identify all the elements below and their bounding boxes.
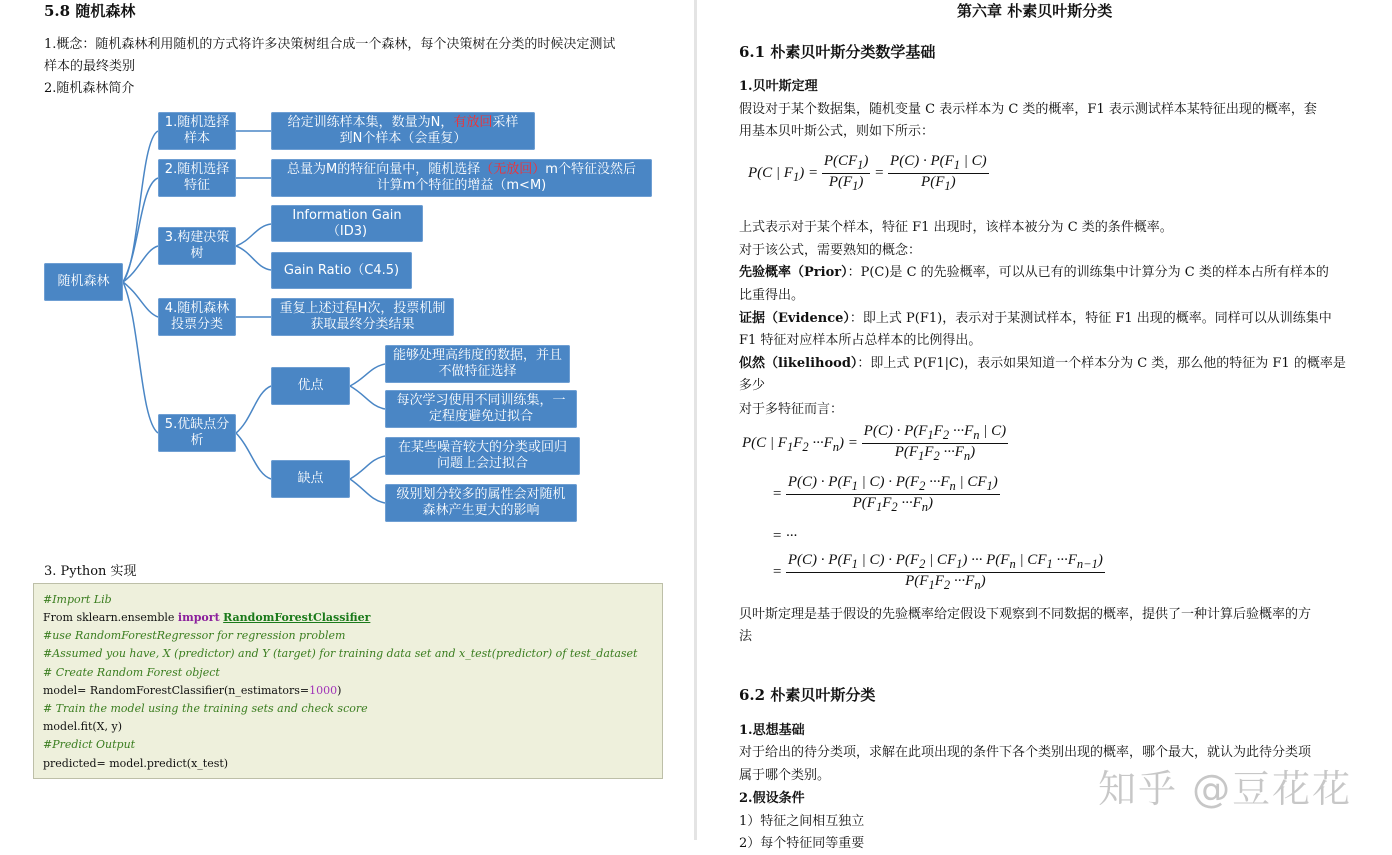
code-line-6-end: ): [337, 684, 342, 697]
bayes-formula: P(C | $F_1$) = $\frac{P(CF_1)}{P(F_1)}$ = $\frac{P(C) \cdot P(F_1 | C)}{P(F_1)}$: [748, 153, 987, 193]
likelihood-label: 似然（likelihood）: [739, 356, 858, 371]
detail-2-text-b: m个特征没然后 计算m个特征的增益（m<M): [376, 162, 636, 193]
multi-formula-line-2: = $\frac{P(C) \cdot P(F_1 | C) \cdot P(F_2 \cdot\cdot\cdot F_n | CF_1)}{P(F_1F_2 \cdot\cdot\cdot F_n)}$: [772, 474, 998, 514]
detail-2-highlight: （无放回）: [480, 162, 546, 177]
evidence-text: ：即上式 P(F1)，表示对于某测试样本，特征 F1 出现的概率。同样可以从训练集中: [849, 311, 1332, 326]
likelihood-line-1: [739, 352, 1354, 375]
detail-1-text-b: 采样 到N个样本（会重复）: [339, 115, 519, 146]
likelihood-text: ：即上式 P(F1|C)，表示如果知道一个样本分为 C 类，那么他的特征为 F1 的概率是: [857, 356, 1346, 371]
mindmap-detail-4: 重复上述过程H次，投票机制 获取最终分类结果: [271, 298, 454, 336]
detail-1-text-a: 给定训练样本集，数量为N，: [287, 115, 454, 130]
evidence-line-1: [739, 307, 1354, 330]
detail-1-highlight: 有放回: [453, 115, 493, 130]
code-line-8: model.fit(X, y): [43, 720, 122, 733]
code-line-3: #use RandomForestRegressor for regression problem: [43, 629, 346, 642]
prior-line-1: [739, 261, 1354, 284]
mindmap-root: 随机森林: [44, 263, 123, 301]
mindmap-pros: 优点: [271, 367, 350, 405]
multi-formula-line-1: P(C | $F_1F_2 \cdot\cdot\cdot F_n$) = $\frac{P(C) \cdot P(F_1F_2 \cdot\cdot\cdot F_n | C)}{P(F_1F_2 \cdot\cdot\cdot F_n)}$: [742, 423, 1007, 463]
concept-line-1: 1.概念：随机森林利用随机的方式将许多决策树组合成一个森林，每个决策树在分类的时候决定测试: [44, 37, 616, 52]
mindmap-pro-2: 每次学习使用不同训练集，一 定程度避免过拟合: [385, 390, 577, 428]
intro-heading: 2.随机森林简介: [44, 81, 135, 96]
p3: 对于该公式，需要熟知的概念：: [739, 243, 922, 258]
p6-line-2: 属于哪个类别。: [739, 768, 831, 783]
python-heading: 3. Python 实现: [44, 564, 137, 579]
evidence-label: 证据（Evidence）: [739, 311, 850, 326]
code-block: [33, 583, 663, 779]
code-line-5: # Create Random Forest object: [43, 666, 220, 679]
assume-heading: 2.假设条件: [739, 791, 805, 806]
code-class-name: RandomForestClassifier: [223, 611, 371, 624]
code-line-1: #Import Lib: [43, 593, 112, 606]
mindmap-node-4: 4.随机森林 投票分类: [158, 298, 236, 336]
mindmap-node-2: 2.随机选择 特征: [158, 159, 236, 197]
likelihood-line-2: 多少: [739, 378, 766, 393]
section-61-title: 6.1 朴素贝叶斯分类数学基础: [739, 43, 936, 61]
assume-2: 2）每个特征同等重要: [739, 836, 865, 851]
code-line-10: predicted= model.predict(x_test): [43, 757, 229, 770]
prior-label: 先验概率（Prior）: [739, 265, 848, 280]
p6-line-1: 对于给出的待分类项，求解在此项出现的条件下各个类别出现的概率，哪个最大，就认为此待分类项: [739, 745, 1312, 760]
multi-formula-line-4: = $\frac{P(C) \cdot P(F_1 | C) \cdot P(F_2 | CF_1) \cdot\cdot\cdot P(F_n | CF_1 \cdot\cdot\cdot F_{n-1})}{P(F_1F_2 \cdot\cdot\cdot F_n)}$: [772, 552, 1103, 592]
p1-line-2: 用基本贝叶斯公式，则如下所示：: [739, 124, 935, 139]
mindmap-detail-2: [271, 159, 652, 197]
code-line-4: #Assumed you have, X (predictor) and Y (target) for training data set and x_test(predictor) of test_dataset: [43, 647, 638, 660]
mindmap-c45: Gain Ratio（C4.5): [271, 252, 412, 289]
assume-1: 1）特征之间相互独立: [739, 814, 865, 829]
section-title: 5.8 随机森林: [44, 2, 136, 20]
mindmap-node-1: 1.随机选择 样本: [158, 112, 236, 150]
mindmap-id3: Information Gain（ID3): [271, 205, 423, 242]
code-line-9: #Predict Output: [43, 738, 136, 751]
code-keyword-import: import: [177, 611, 220, 624]
code-line-6: [43, 684, 341, 697]
code-line-2-text: From sklearn.ensemble: [43, 611, 178, 624]
bayes-heading: 1.贝叶斯定理: [739, 79, 818, 94]
p1-line-1: 假设对于某个数据集，随机变量 C 表示样本为 C 类的概率，F1 表示测试样本某特征出现的概率，套: [739, 102, 1317, 117]
mindmap-detail-1: [271, 112, 535, 150]
mindmap-con-2: 级别划分较多的属性会对随机 森林产生更大的影响: [385, 484, 577, 522]
idea-heading: 1.思想基础: [739, 723, 805, 738]
evidence-line-2: F1 特征对应样本所占总样本的比例得出。: [739, 333, 982, 348]
mindmap-node-5: 5.优缺点分 析: [158, 414, 236, 452]
watermark: 知乎 @豆花花: [1098, 767, 1353, 811]
mindmap-cons: 缺点: [271, 460, 350, 498]
p2: 上式表示对于某个样本，特征 F1 出现时，该样本被分为 C 类的条件概率。: [739, 220, 1173, 235]
prior-text: ：P(C)是 C 的先验概率，可以从已有的训练集中计算分为 C 类的样本占所有样本的: [847, 265, 1329, 280]
chapter-title: 第六章 朴素贝叶斯分类: [957, 2, 1113, 20]
code-number: 1000: [309, 684, 338, 697]
p4: 对于多特征而言：: [739, 402, 844, 417]
mindmap-con-1: 在某些噪音较大的分类或回归 问题上会过拟合: [385, 437, 580, 475]
concept-line-2: 样本的最终类别: [44, 59, 136, 74]
section-62-title: 6.2 朴素贝叶斯分类: [739, 686, 876, 704]
code-line-2: [43, 611, 370, 624]
code-line-7: # Train the model using the training sets and check score: [43, 702, 368, 715]
multi-formula-line-3: = ···: [772, 528, 798, 544]
mindmap-node-3: 3.构建决策 树: [158, 227, 236, 265]
left-page: [0, 0, 694, 840]
prior-line-2: 比重得出。: [739, 288, 805, 303]
mindmap-pro-1: 能够处理高纬度的数据，并且 不做特征选择: [385, 345, 570, 383]
p5-line-2: 法: [739, 629, 753, 644]
code-line-6-text: model= RandomForestClassifier(n_estimators=: [43, 684, 310, 697]
detail-2-text-a: 总量为M的特征向量中，随机选择: [287, 162, 481, 177]
p5-line-1: 贝叶斯定理是基于假设的先验概率给定假设下观察到不同数据的概率，提供了一种计算后验概率的方: [739, 607, 1312, 622]
